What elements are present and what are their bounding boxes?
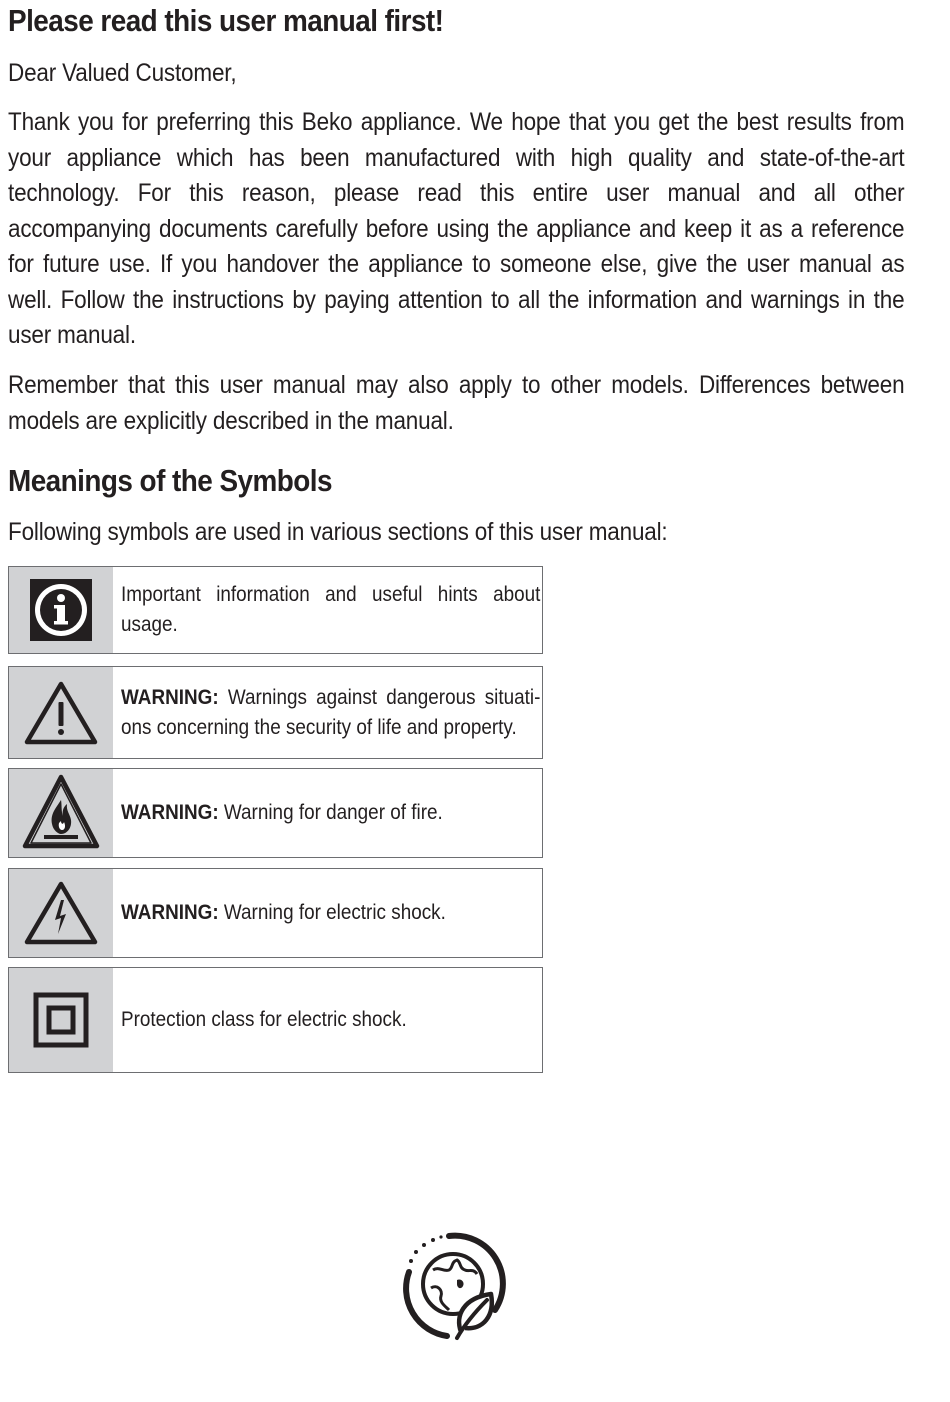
symbol-description: WARNING: Warning for danger of fire. — [121, 801, 443, 824]
eco-globe-leaf-icon — [403, 1232, 507, 1347]
symbol-description: Protection class for electric shock. — [121, 1008, 407, 1031]
symbols-heading: Meanings of the Symbols — [8, 463, 332, 498]
symbol-row-fire — [8, 768, 543, 858]
symbol-description: Important information and useful hints about usage. — [121, 583, 541, 636]
symbol-row-warning — [8, 666, 543, 759]
info-icon — [9, 567, 113, 653]
symbol-row-electric — [8, 868, 543, 958]
models-note-paragraph: Remember that this user manual may also apply to other models. Differences between models are explicitly described in the manual. — [8, 371, 905, 435]
symbols-lead: Following symbols are used in various sections of this user manual: — [8, 518, 668, 546]
salutation: Dear Valued Customer, — [8, 59, 237, 87]
page-title: Please read this user manual first! — [8, 3, 444, 38]
symbol-row-info — [8, 566, 543, 654]
fire-warning-icon — [9, 769, 113, 857]
symbol-row-protection — [8, 967, 543, 1073]
warning-triangle-icon — [9, 667, 113, 758]
protection-class-icon — [9, 968, 113, 1072]
intro-paragraph: Thank you for preferring this Beko appliance. We hope that you get the best results from your appliance which has been manufactured with high quality and state-of-the-art technology. For this reason, please read this entire user manual and all other accompanying documents carefully before using the appliance and keep it as a reference for future use. If you handover the appliance to someone else, give the user manual as well. Follow the instructions by paying attention to all the information and warnings in the user manual. — [8, 108, 905, 349]
electric-shock-icon — [9, 869, 113, 957]
symbol-description: WARNING: Warning for electric shock. — [121, 901, 446, 924]
symbol-description: WARNING: Warnings against dangerous situati-ons concerning the security of life and property. — [121, 685, 541, 739]
